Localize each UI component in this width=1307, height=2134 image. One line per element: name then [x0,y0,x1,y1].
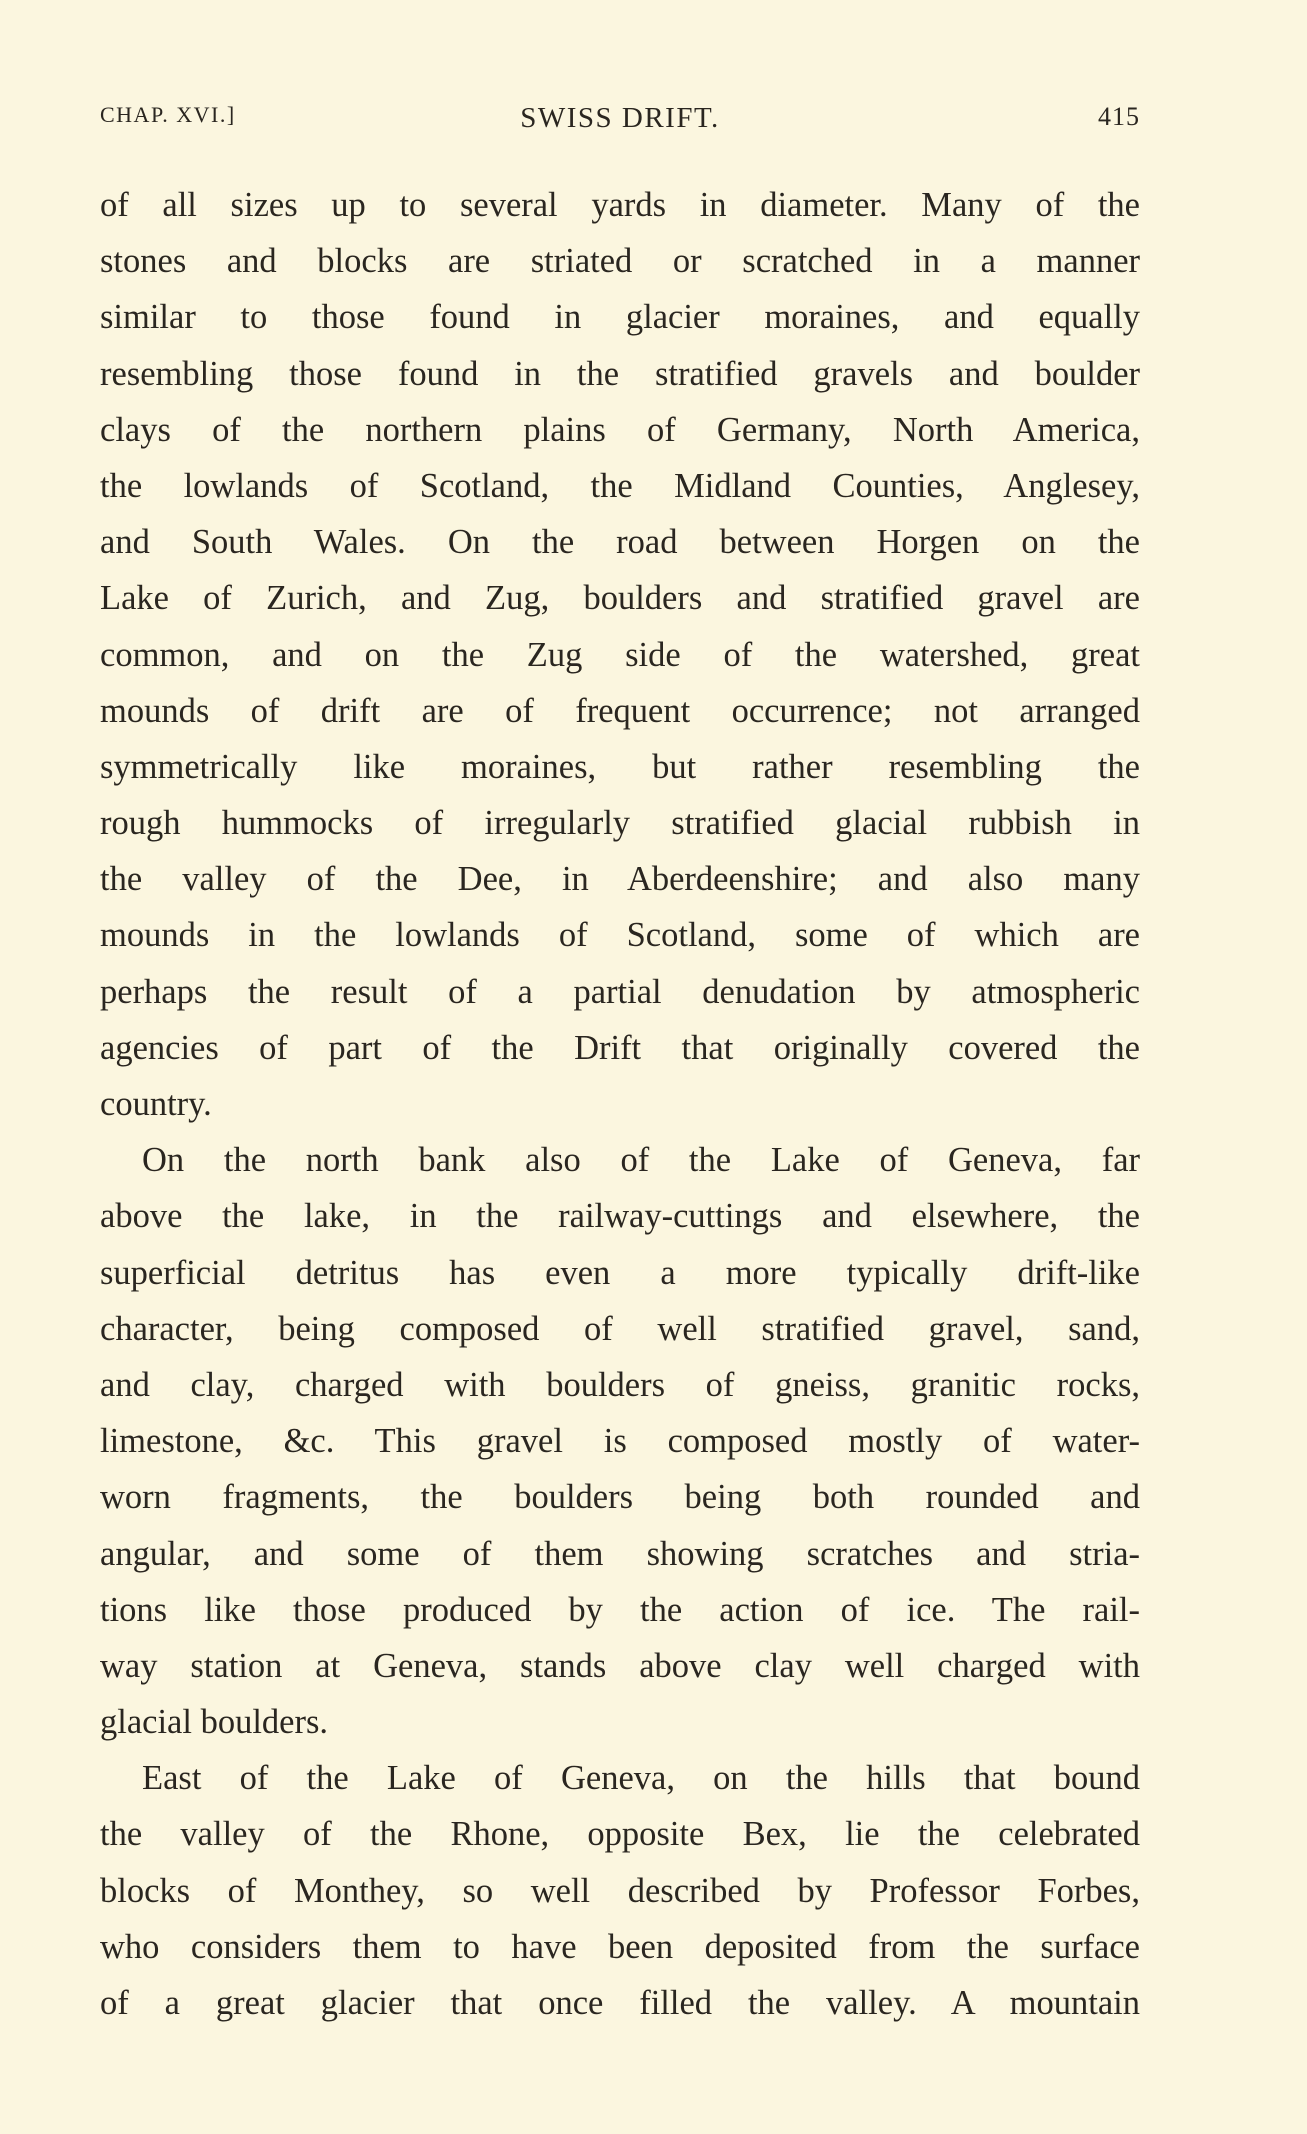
text-line: of a great glacier that once filled the valley. A mountain [100,1984,1140,2022]
text-line: the valley of the Rhone, opposite Bex, lie the celebrated [100,1815,1140,1854]
text-line: perhaps the result of a partial denudation by atmospheric [100,972,1140,1011]
text-line: resembling those found in the stratified gravels and boulder [100,354,1140,393]
text-line: common, and on the Zug side of the watershed, great [100,635,1140,674]
text-line: stones and blocks are striated or scratched in a manner [100,242,1140,281]
text-line: above the lake, in the railway-cuttings and elsewhere, the [100,1197,1140,1236]
text-line: character, being composed of well stratified gravel, sand, [100,1309,1140,1348]
text-line: country. [100,1085,212,1123]
text-line: rough hummocks of irregularly stratified glacial rubbish in [100,804,1140,843]
text-line: clays of the northern plains of Germany, North America, [100,410,1140,449]
chapter-label: CHAP. XVI.] [100,102,236,127]
text-line: and South Wales. On the road between Horgen on the [100,523,1140,562]
text-line: symmetrically like moraines, but rather resembling the [100,747,1140,786]
text-line: blocks of Monthey, so well described by Professor Forbes, [100,1871,1140,1910]
text-line: similar to those found in glacier moraines, and equally [100,298,1140,337]
text-line: way station at Geneva, stands above clay well charged with [100,1646,1140,1685]
text-line: mounds in the lowlands of Scotland, some of which are [100,916,1140,955]
text-line: and clay, charged with boulders of gneiss, granitic rocks, [100,1365,1140,1404]
page-heading: SWISS DRIFT. [520,102,720,134]
text-line: who considers them to have been deposited from the surface [100,1927,1140,1966]
text-line: agencies of part of the Drift that originally covered the [100,1028,1140,1067]
text-line: tions like those produced by the action of ice. The rail- [100,1590,1140,1629]
text-line: of all sizes up to several yards in diameter. Many of the [100,186,1140,224]
text-line: the lowlands of Scotland, the Midland Counties, Anglesey, [100,466,1140,505]
text-line: the valley of the Dee, in Aberdeenshire; and also many [100,860,1140,899]
running-head [100,102,1140,142]
text-line: On the north bank also of the Lake of Geneva, far [142,1141,1140,1180]
text-line: worn fragments, the boulders being both rounded and [100,1478,1140,1517]
text-line: mounds of drift are of frequent occurrence; not arranged [100,691,1140,730]
text-line: superficial detritus has even a more typically drift-like [100,1253,1140,1292]
text-line: angular, and some of them showing scratches and stria- [100,1534,1140,1573]
text-line: glacial boulders. [100,1703,329,1742]
text-line: limestone, &c. This gravel is composed mostly of water- [100,1422,1140,1461]
text-line: East of the Lake of Geneva, on the hills that bound [142,1759,1140,1798]
text-line: Lake of Zurich, and Zug, boulders and stratified gravel are [100,579,1140,618]
page-number: 415 [1098,102,1140,131]
body-text [100,177,1140,2031]
